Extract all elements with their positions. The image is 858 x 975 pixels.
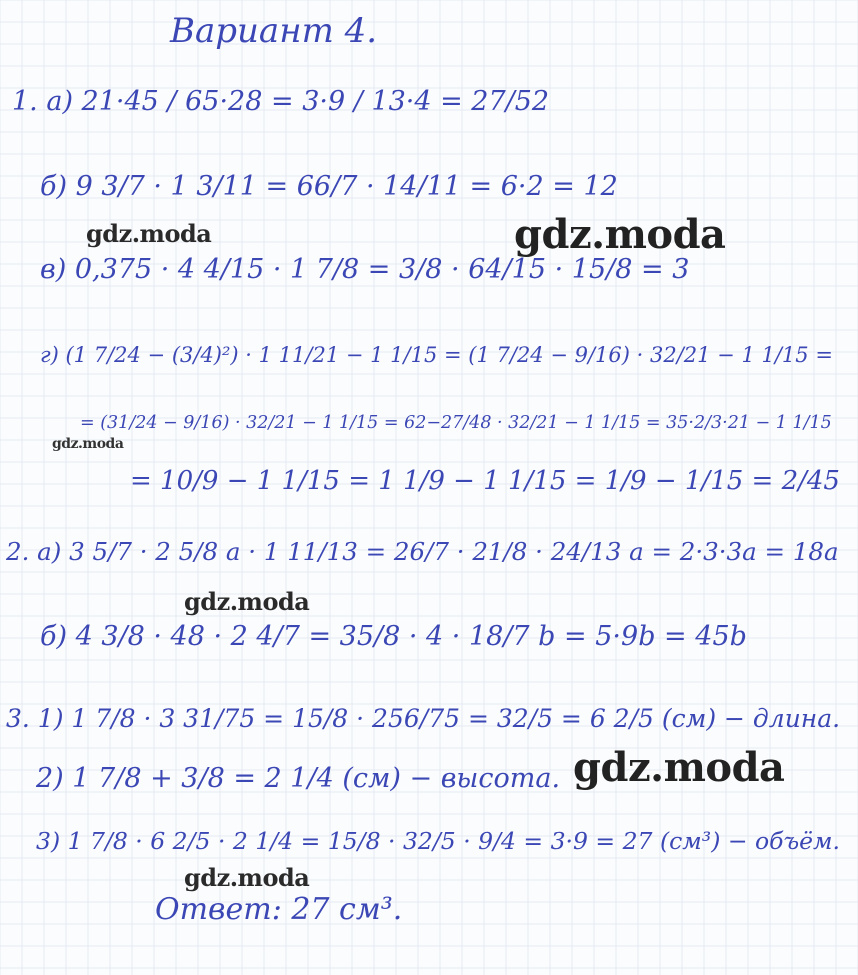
watermark: gdz.moda <box>184 587 310 616</box>
page-title: Вариант 4. <box>170 11 378 51</box>
answer-line: Ответ: 27 см³. <box>155 892 403 927</box>
line-2b: б) 4 3/8 · 48 · 2 4/7 = 35/8 · 4 · 18/7 b = 5·9b = 45b <box>40 621 747 652</box>
watermark: gdz.moda <box>86 219 212 248</box>
watermark: gdz.moda <box>52 436 124 452</box>
line-1v: в) 0,375 · 4 4/15 · 1 7/8 = 3/8 · 64/15 · 15/8 = 3 <box>40 254 690 285</box>
line-1a: 1. а) 21·45 / 65·28 = 3·9 / 13·4 = 27/52 <box>12 86 550 117</box>
line-1g-3: = 10/9 − 1 1/15 = 1 1/9 − 1 1/15 = 1/9 − 1/15 = 2/45 <box>130 466 840 496</box>
line-3-3: 3) 1 7/8 · 6 2/5 · 2 1/4 = 15/8 · 32/5 · 9/4 = 3·9 = 27 (см³) − объём. <box>36 827 841 855</box>
watermark: gdz.moda <box>573 744 785 791</box>
line-3-1: 3. 1) 1 7/8 · 3 31/75 = 15/8 · 256/75 = 32/5 = 6 2/5 (см) − длина. <box>6 704 841 733</box>
line-1b: б) 9 3/7 · 1 3/11 = 66/7 · 14/11 = 6·2 = 12 <box>40 171 618 202</box>
line-2a: 2. а) 3 5/7 · 2 5/8 a · 1 11/13 = 26/7 · 21/8 · 24/13 a = 2·3·3a = 18a <box>6 537 839 566</box>
line-3-2: 2) 1 7/8 + 3/8 = 2 1/4 (см) − высота. <box>36 763 561 794</box>
watermark: gdz.moda <box>184 863 310 892</box>
line-1g-2: = (31/24 − 9/16) · 32/21 − 1 1/15 = 62−27/48 · 32/21 − 1 1/15 = 35·2/3·21 − 1 1/15 <box>80 413 832 433</box>
line-1g-1: г) (1 7/24 − (3/4)²) · 1 11/21 − 1 1/15 = (1 7/24 − 9/16) · 32/21 − 1 1/15 = <box>40 343 833 367</box>
watermark: gdz.moda <box>514 211 726 258</box>
